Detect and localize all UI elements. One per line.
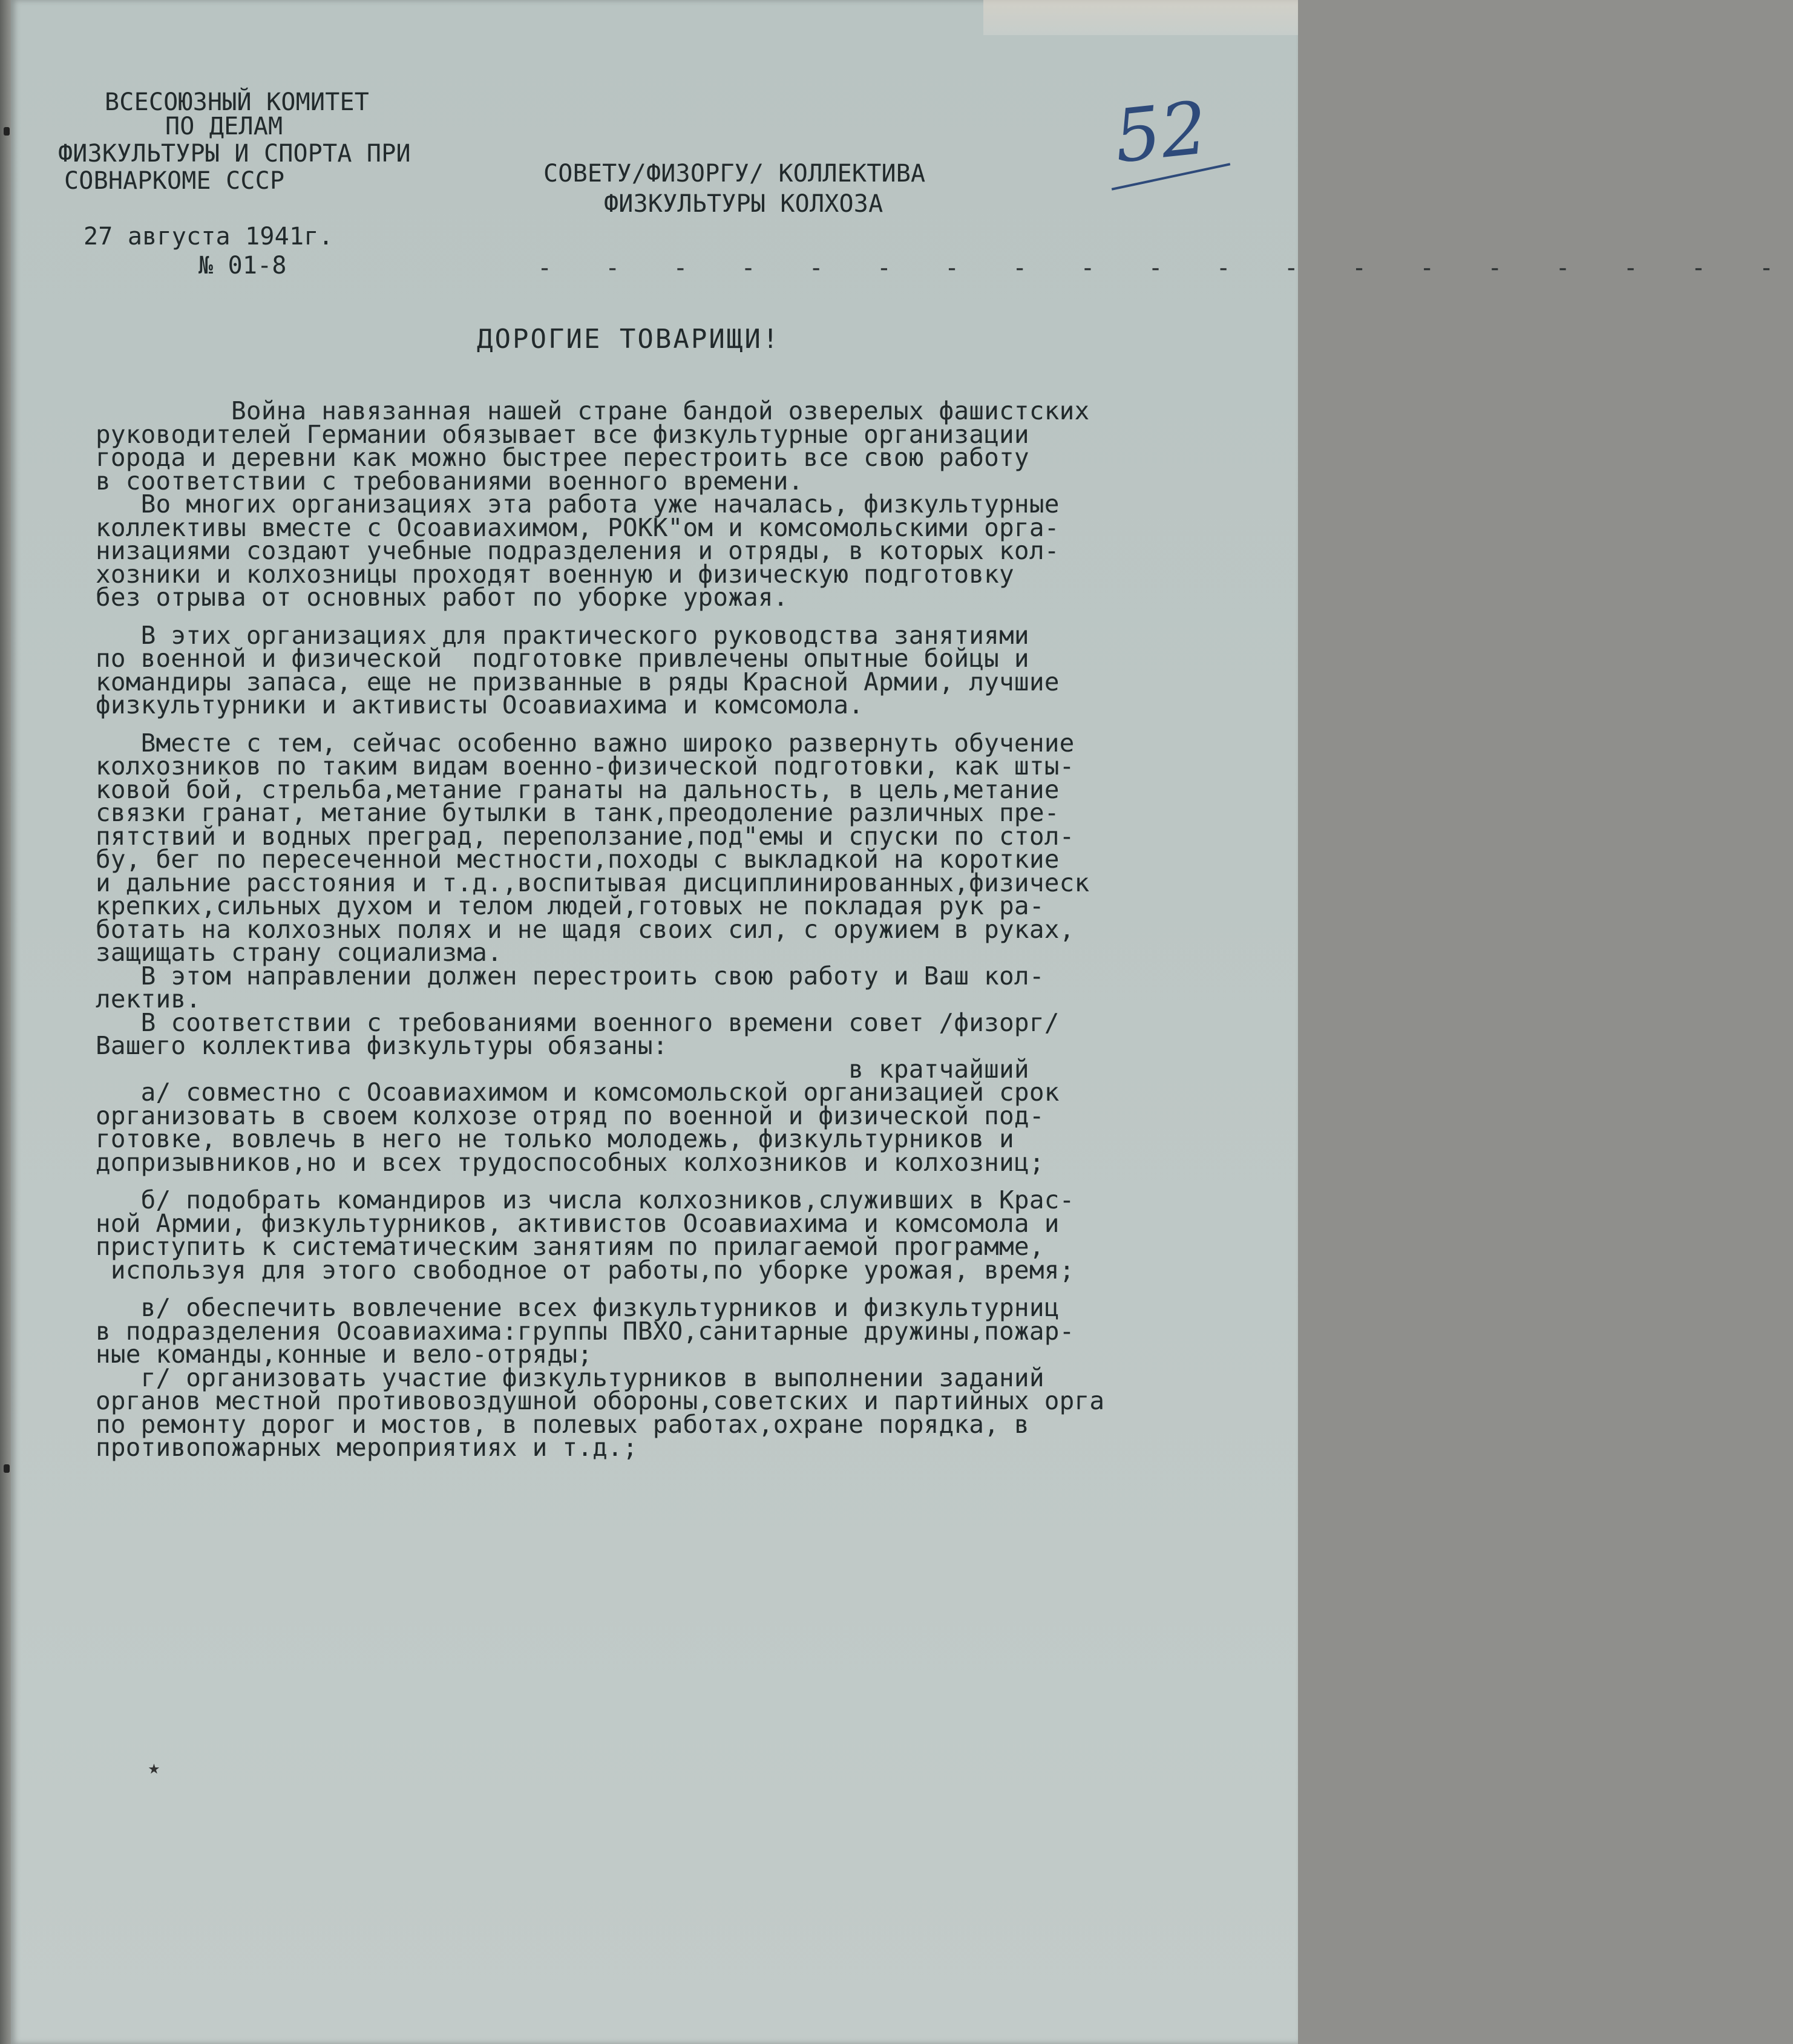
body-line: а/ совместно с Осоавиахимом и комсомольской организацией срок: [96, 1078, 1060, 1107]
body-line: связки гранат, метание бутылки в танк,преодоление различных пре-: [96, 798, 1060, 827]
body-line: лектив.: [96, 984, 202, 1014]
body-line: колхозников по таким видам военно-физической подготовки, как шты-: [96, 752, 1075, 781]
body-line: В этом направлении должен перестроить свою работу и Ваш кол-: [96, 961, 1044, 991]
document-number: № 01-8: [198, 252, 287, 280]
body-line: города и деревни как можно быстрее перестроить все свою работу: [96, 443, 1029, 472]
folio-number: 52: [1110, 86, 1211, 180]
body-line: В этих организациях для практического руководства занятиями: [96, 620, 1029, 650]
body-line: ботать на колхозных полях и не щадя своих сил, с оружием в руках,: [96, 914, 1075, 944]
body-line: Война навязанная нашей стране бандой озверелых фашистских: [96, 396, 1090, 425]
body-line: крепких,сильных духом и телом людей,готовых не покладая рук ра-: [96, 891, 1044, 920]
addressee-underline: - - - - - - - - - - - - - - - - - - -: [537, 254, 1793, 282]
body-line: бу, бег по пересеченной местности,походы с выкладкой на короткие: [96, 845, 1060, 874]
body-line: ковой бой, стрельба,метание гранаты на дальность, в цель,метание: [96, 775, 1060, 804]
addressee-line-1: СОВЕТУ/ФИЗОРГУ/ КОЛЛЕКТИВА: [543, 160, 926, 188]
document-date: 27 августа 1941г.: [84, 223, 333, 251]
paper-corner: [983, 0, 1298, 35]
body-line: используя для этого свободное от работы,по уборке урожая, время;: [96, 1255, 1075, 1285]
body-line: готовке, вовлечь в него не только молодежь, физкультурников и: [96, 1124, 1014, 1153]
body-line: В соответствии с требованиями военного времени совет /физорг/: [96, 1007, 1060, 1037]
body-line: хозники и колхозницы проходят военную и физическую подготовку: [96, 559, 1014, 589]
letterhead-line-1: ВСЕСОЮЗНЫЙ КОМИТЕТ: [105, 88, 370, 116]
body-line: г/ организовать участие физкультурников в выполнении заданий: [96, 1363, 1044, 1392]
binding-hole: [4, 127, 10, 136]
body-line: ные команды,конные и вело-отряды;: [96, 1340, 593, 1369]
salutation: ДОРОГИЕ ТОВАРИЩИ!: [477, 324, 781, 355]
body-line: по военной и физической подготовке привлечены опытные бойцы и: [96, 644, 1029, 673]
body-line: защищать страну социализма.: [96, 938, 502, 967]
body-line: в соответствии с требованиями военного времени.: [96, 466, 804, 496]
body-line: пятствий и водных преград, переползание,под"емы и спуски по стол-: [96, 821, 1075, 851]
letterhead-line-2: ПО ДЕЛАМ: [165, 113, 283, 140]
body-line: физкультурники и активисты Осоавиахима и комсомола.: [96, 690, 864, 719]
body-line: низациями создают учебные подразделения и отряды, в которых кол-: [96, 536, 1060, 565]
body-line: б/ подобрать командиров из числа колхозников,служивших в Крас-: [96, 1185, 1075, 1214]
body-line: Во многих организациях эта работа уже началась, физкультурные: [96, 490, 1060, 519]
letterhead-line-4: СОВНАРКОМЕ СССР: [64, 167, 285, 195]
letterhead-line-3: ФИЗКУЛЬТУРЫ И СПОРТА ПРИ: [58, 140, 411, 168]
body-line: в кратчайший: [96, 1054, 1029, 1084]
body-line: в подразделения Осоавиахима:группы ПВХО,санитарные дружины,пожар-: [96, 1316, 1075, 1346]
body-line: организовать в своем колхозе отряд по военной и физической под-: [96, 1101, 1044, 1130]
binding-hole: [4, 1464, 10, 1473]
body-line: противопожарных мероприятиях и т.д.;: [96, 1433, 638, 1462]
body-line: органов местной противовоздушной обороны,советских и партийных орга: [96, 1386, 1105, 1415]
margin-mark: ٭: [147, 1755, 161, 1781]
body-line: без отрыва от основных работ по уборке урожая.: [96, 583, 788, 612]
body-line: Вашего коллектива физкультуры обязаны:: [96, 1031, 668, 1060]
body-line: в/ обеспечить вовлечение всех физкультурников и физкультурниц: [96, 1293, 1060, 1322]
document-sheet: [11, 0, 1793, 2044]
body-line: ной Армии, физкультурников, активистов Осоавиахима и комсомола и: [96, 1208, 1060, 1238]
body-line: приступить к систематическим занятиям по прилагаемой программе,: [96, 1232, 1044, 1261]
body-line: и дальние расстояния и т.д.,воспитывая дисциплинированных,физическ: [96, 868, 1090, 897]
addressee-line-2: ФИЗКУЛЬТУРЫ КОЛХОЗА: [604, 190, 883, 218]
body-line: командиры запаса, еще не призванные в ряды Красной Армии, лучшие: [96, 667, 1060, 696]
body-line: Вместе с тем, сейчас особенно важно широко развернуть обучение: [96, 728, 1075, 758]
body-line: по ремонту дорог и мостов, в полевых работах,охране порядка, в: [96, 1409, 1029, 1439]
body-line: допризывников,но и всех трудоспособных колхозников и колхозниц;: [96, 1147, 1044, 1177]
body-line: руководителей Германии обязывает все физкультурные организации: [96, 419, 1029, 449]
body-line: коллективы вместе с Осоавиахимом, РОКК"ом и комсомольскими орга-: [96, 513, 1060, 542]
